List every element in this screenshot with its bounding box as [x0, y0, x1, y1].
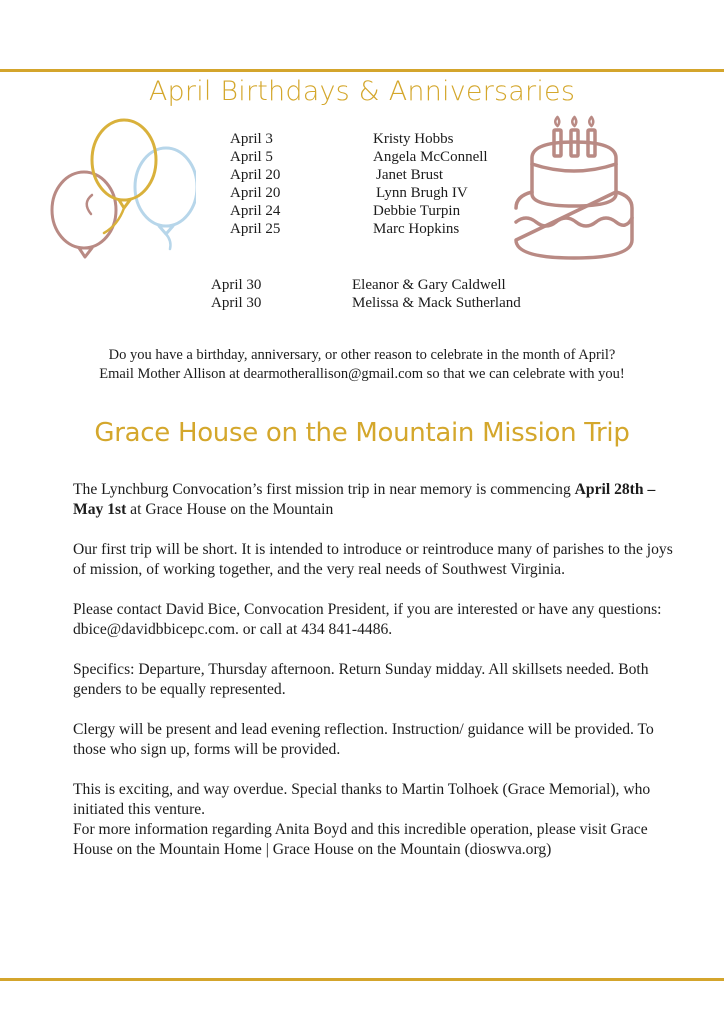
mission-trip-heading: Grace House on the Mountain Mission Trip: [94, 418, 630, 448]
mission-contact-paragraph: Please contact David Bice, Convocation President, if you are interested or have any questions: dbice@davidbbicepc.com. or call at 434 841-4486.: [73, 601, 662, 638]
notice-line: Do you have a birthday, anniversary, or other reason to celebrate in the month of April?: [108, 347, 616, 363]
birthday-name: Marc Hopkins: [373, 221, 460, 237]
birthday-date: April 20: [230, 185, 281, 201]
birthday-name: Lynn Brugh IV: [376, 185, 468, 201]
anniversary-names: Melissa & Mack Sutherland: [352, 295, 521, 311]
birthday-name: Debbie Turpin: [373, 203, 461, 219]
notice-line: Email Mother Allison at dearmotherallison@gmail.com so that we can celebrate with you!: [99, 366, 625, 382]
birthday-date: April 25: [230, 221, 281, 237]
celebration-notice: [0, 346, 724, 384]
mission-thanks-paragraph: This is exciting, and way overdue. Special thanks to Martin Tolhoek (Grace Memorial), who initiated this venture.: [73, 781, 651, 818]
mission-trip-body: [73, 480, 673, 860]
mission-specifics-paragraph: Specifics: Departure, Thursday afternoon. Return Sunday midday. All skillsets needed. Both genders to be equally represented.: [73, 661, 649, 698]
birthday-cake-icon: [510, 112, 640, 264]
mission-location-text: at Grace House on the Mountain: [126, 501, 334, 518]
birthdays-heading: April Birthdays & Anniversaries: [148, 76, 576, 107]
anniversary-names: Eleanor & Gary Caldwell: [352, 277, 506, 293]
birthday-name: Janet Brust: [376, 167, 444, 183]
anniversary-date: April 30: [211, 277, 262, 293]
birthday-name: Angela McConnell: [373, 149, 488, 165]
mission-dates: April 28th – May 1st: [73, 481, 656, 518]
anniversary-date: April 30: [211, 295, 262, 311]
mission-paragraph: Our first trip will be short. It is intended to introduce or reintroduce many of parishes to the joys of mission, of working together, and the very real needs of Southwest Virginia.: [73, 541, 673, 578]
birthday-date: April 5: [230, 149, 273, 165]
birthday-date: April 20: [230, 167, 281, 183]
bottom-divider: [0, 978, 724, 981]
mission-paragraph: [73, 480, 673, 520]
top-divider: [0, 69, 724, 72]
birthday-date: April 3: [230, 131, 273, 147]
mission-more-info-paragraph: For more information regarding Anita Boyd and this incredible operation, please visit Grace House on the Mountain Home | Grace House on the Mountain (dioswva.org): [73, 821, 648, 858]
birthday-date: April 24: [230, 203, 281, 219]
balloons-icon: [46, 115, 196, 265]
mission-intro-text: The Lynchburg Convocation’s first mission trip in near memory is commencing: [73, 481, 575, 498]
birthday-name: Kristy Hobbs: [373, 131, 454, 147]
mission-paragraph: Clergy will be present and lead evening reflection. Instruction/ guidance will be provided. To those who sign up, forms will be provided.: [73, 721, 654, 758]
